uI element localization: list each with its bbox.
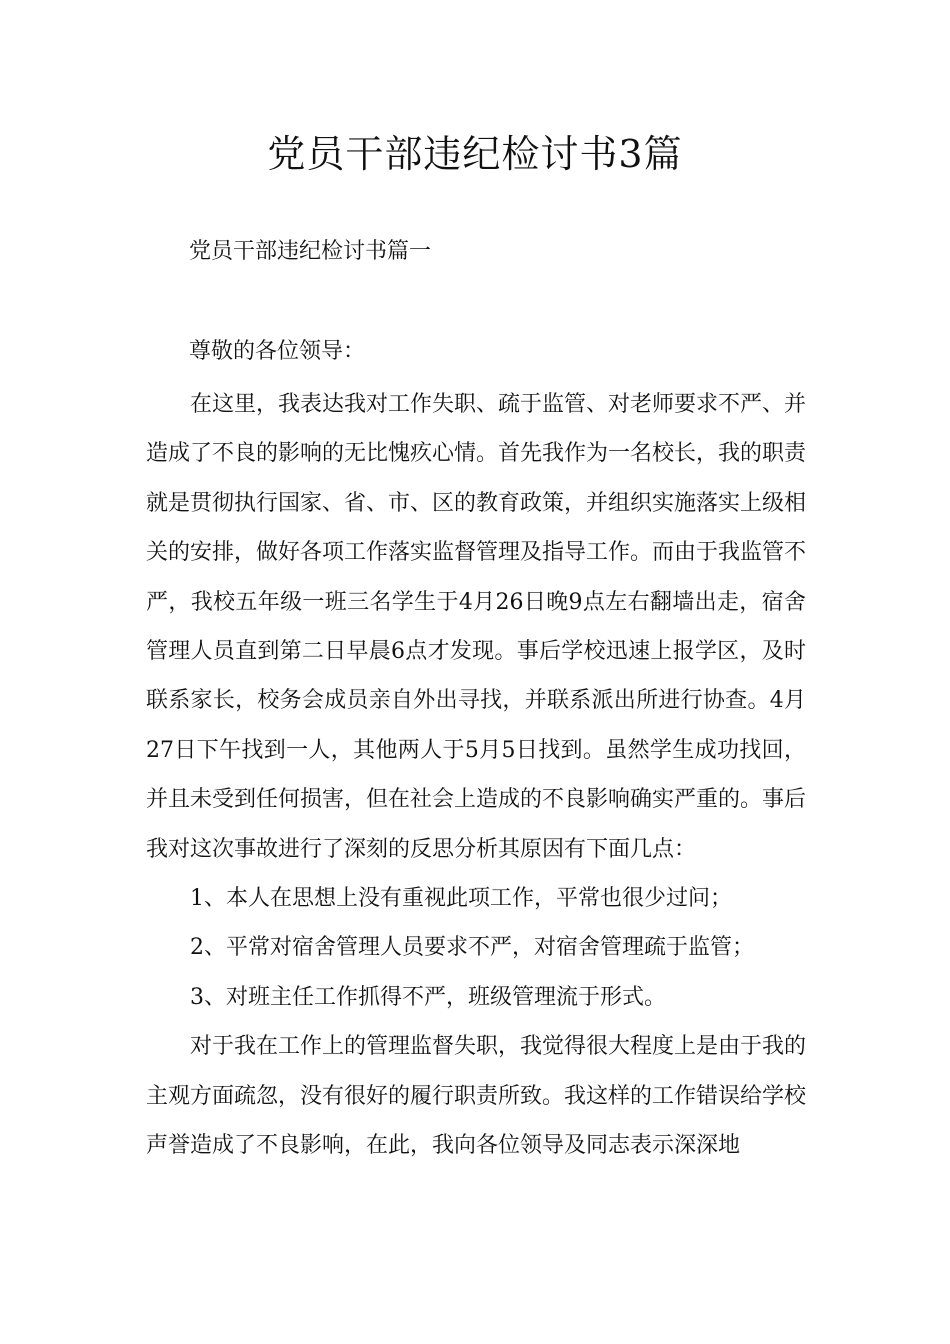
body-paragraph: 在这里，我表达我对工作失职、疏于监管、对老师要求不严、并造成了不良的影响的无比愧疚心情。首先我作为一名校长，我的职责就是贯彻执行国家、省、市、区的教育政策，并组织实施落实上级相关的安排，做好各项工作落实监督管理及指导工作。而由于我监管不严，我校五年级一班三名学生于4月26日晚9点左右翻墙出走，宿舍管理人员直到第二日早晨6点才发现。事后学校迅速上报学区，及时联系家长，校务会成员亲自外出寻找，并联系派出所进行协查。4月27日下午找到一人，其他两人于5月5日找到。虽然学生成功找回，并且未受到任何损害，但在社会上造成的不良影响确实严重的。事后我对这次事故进行了深刻的反思分析其原因有下面几点：	[146, 392, 807, 862]
section-heading: 党员干部违纪检讨书篇一	[189, 239, 432, 264]
salutation: 尊敬的各位领导：	[189, 339, 366, 364]
list-item: 3、对班主任工作抓得不严，班级管理流于形式。	[190, 984, 666, 1010]
list-item: 2、平常对宿舍管理人员要求不严，对宿舍管理疏于监管；	[190, 935, 754, 961]
list-item: 1、本人在思想上没有重视此项工作，平常也很少过问；	[190, 886, 732, 912]
document-body	[146, 380, 806, 1171]
body-paragraph: 对于我在工作上的管理监督失职，我觉得很大程度上是由于我的主观方面疏忽，没有很好的履行职责所致。我这样的工作错误给学校声誉造成了不良影响，在此，我向各位领导及同志表示深深地	[146, 1034, 807, 1159]
document-title: 党员干部违纪检讨书3篇	[267, 132, 683, 176]
